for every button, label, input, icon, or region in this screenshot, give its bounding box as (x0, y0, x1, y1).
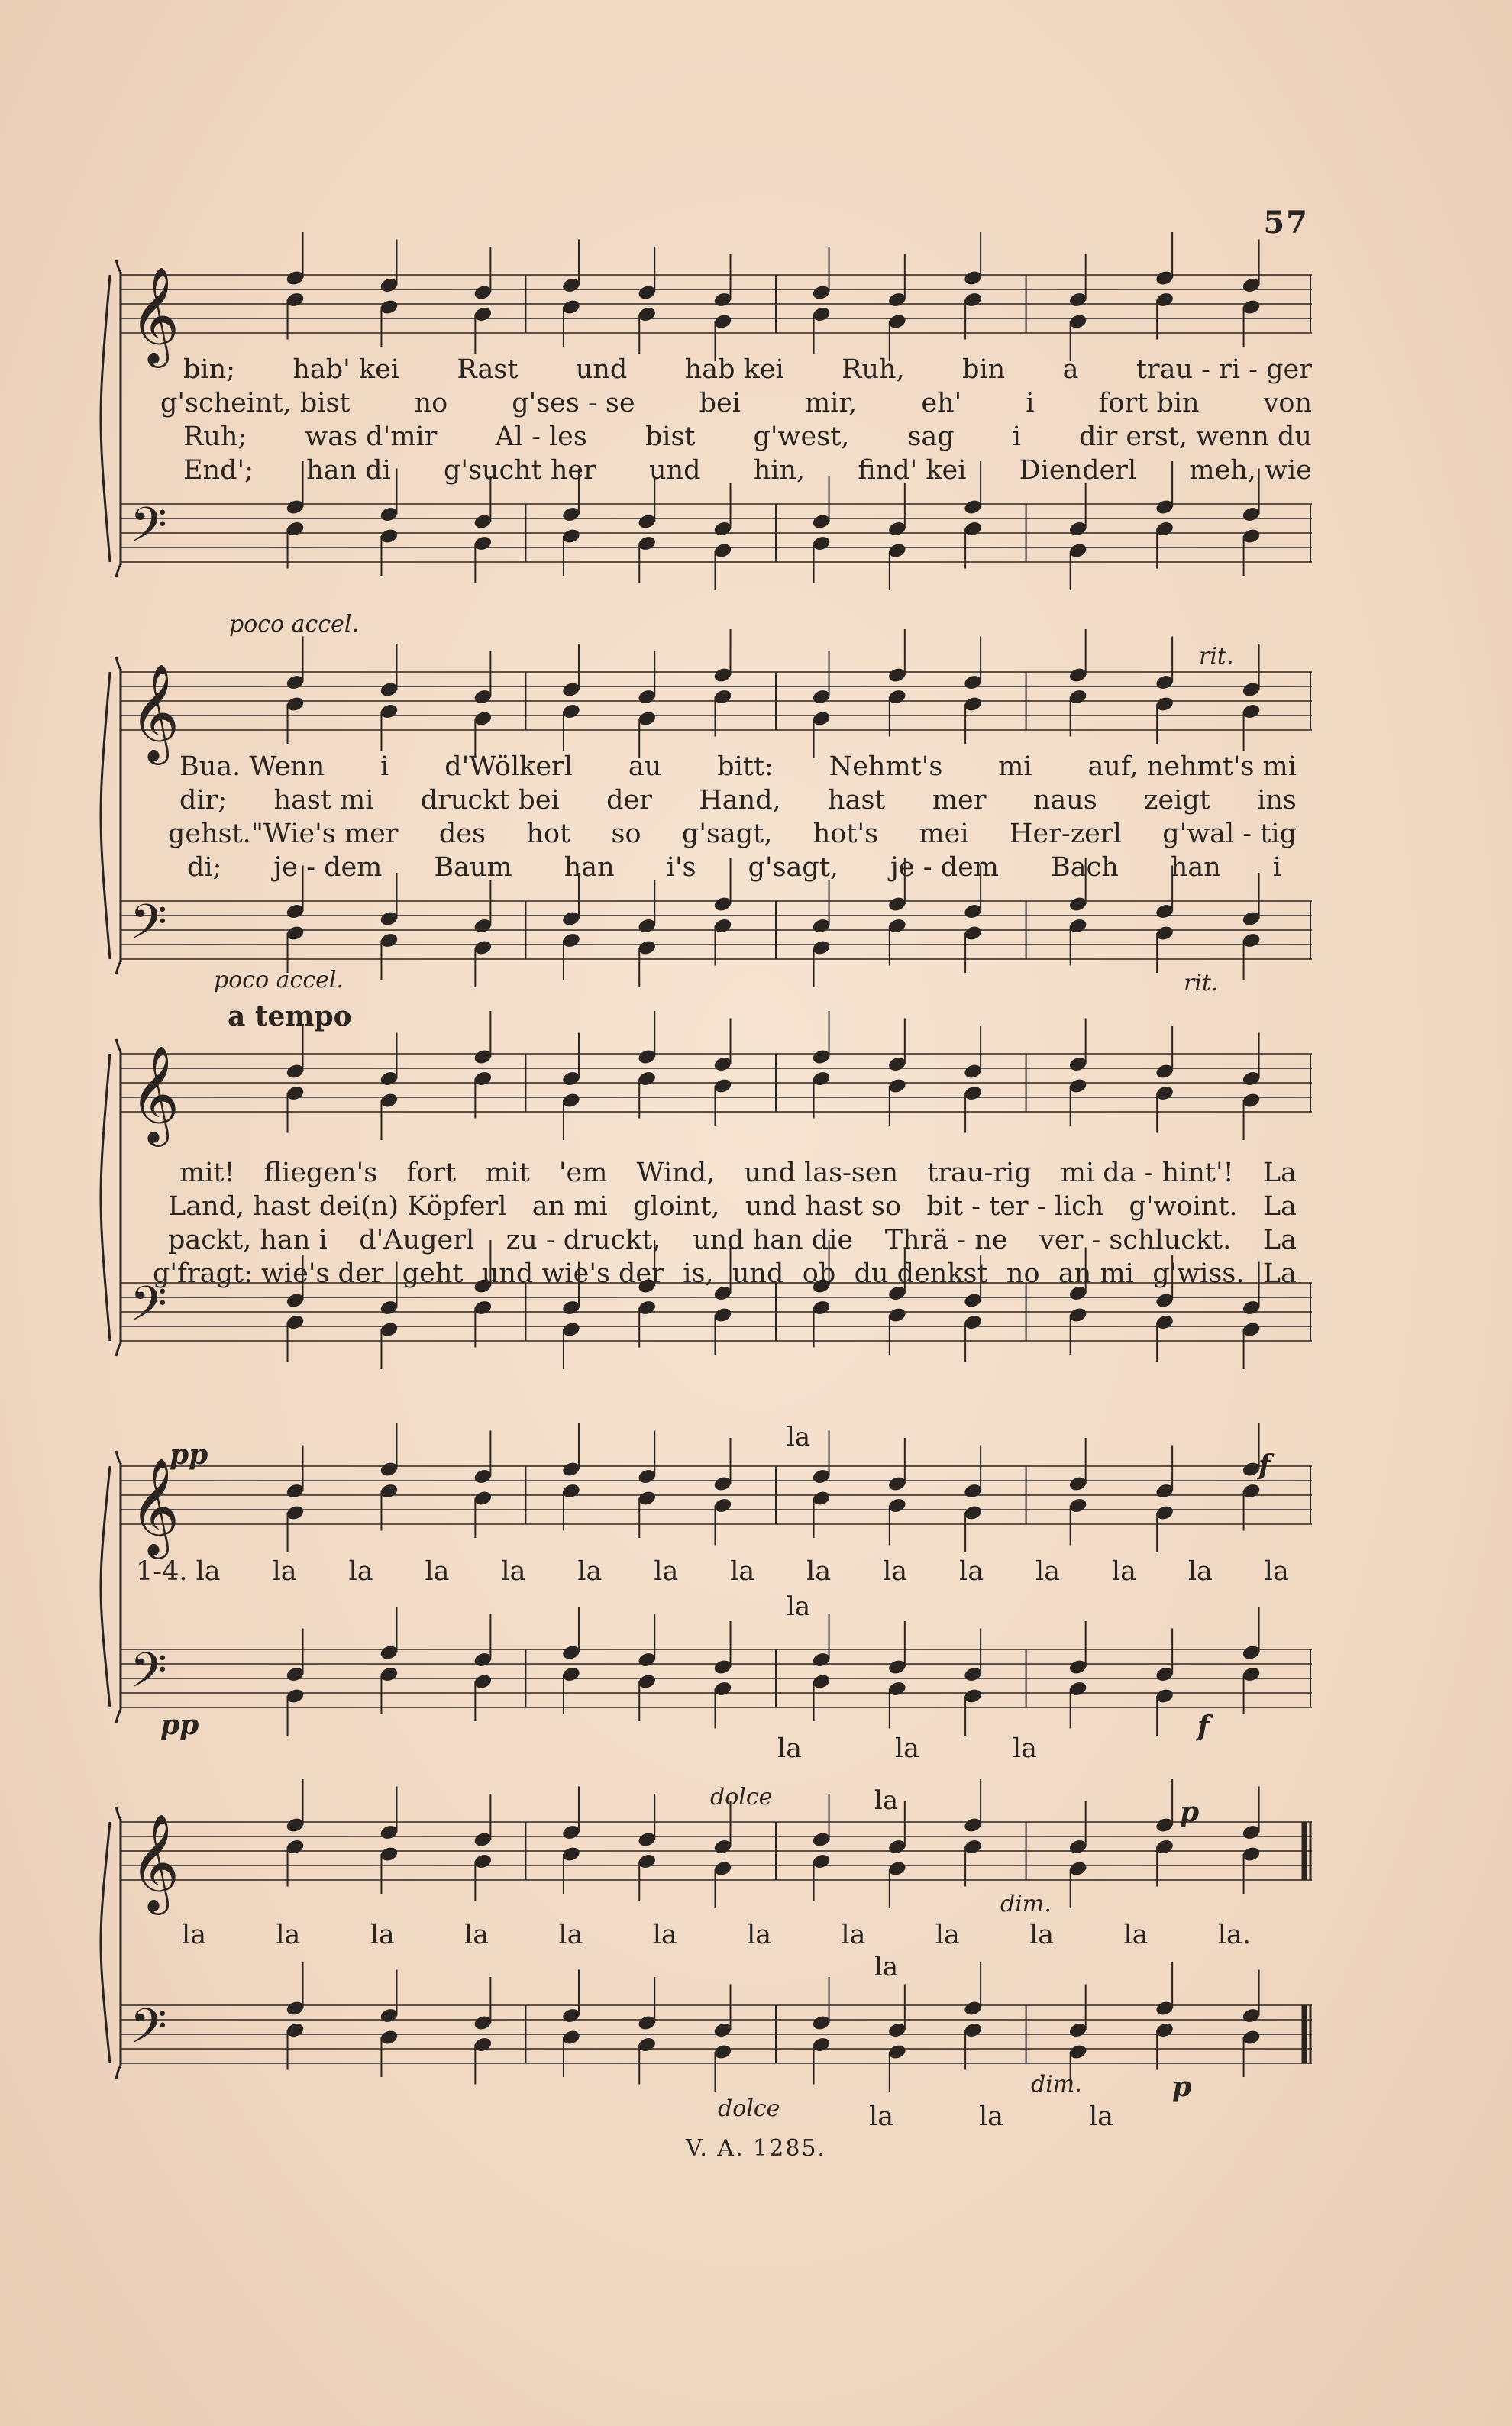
lyric-syllable: no (1006, 1258, 1040, 1289)
lyric-syllable: Al - les (495, 422, 587, 452)
lyric-syllable: a (1062, 354, 1079, 385)
lyric-syllable: bit - ter - lich (926, 1191, 1104, 1222)
lyric-syllable: la (1123, 1920, 1149, 1950)
system-brace (101, 1054, 110, 1341)
lyric-syllable: g'wiss. (1152, 1258, 1245, 1289)
lyric-syllable: dir; (179, 785, 228, 816)
lyric-verse-4 (115, 455, 1312, 486)
lyric-syllable: Rast (457, 354, 519, 385)
system-5 (115, 1769, 1312, 2135)
lyric-verse-3 (115, 1225, 1312, 1255)
lyric-syllable: g'ses - se (512, 388, 635, 418)
lyric-syllable: Land, hast dei(n) Köpferl (168, 1191, 507, 1222)
lyric-syllable: la (841, 1920, 866, 1950)
lyric-syllable: und wie's der (481, 1258, 664, 1289)
la-label-upper: la (787, 1422, 811, 1452)
lyric-syllable: trau - ri - ger (1136, 354, 1312, 385)
lyric-syllable: und (732, 1258, 784, 1289)
lyric-syllable: bitt: (717, 751, 774, 782)
lyric-syllable: Dienderl (1019, 455, 1137, 486)
lyric-syllable: sag (907, 422, 955, 452)
la-label-upper: la (874, 1785, 899, 1816)
lyric-syllable: bist (645, 422, 696, 452)
poco-accel-upper: poco accel. (229, 611, 360, 638)
lyric-syllable: 1-4. la (136, 1556, 221, 1587)
lyric-syllable: La (1262, 1258, 1297, 1289)
lyric-syllable: la (1029, 1920, 1055, 1950)
lyric-syllable: g'sagt, (681, 819, 773, 849)
lyric-syllable: au (628, 751, 662, 782)
lyric-syllable: Thrä - ne (884, 1225, 1008, 1255)
lyric-syllable: und han die (693, 1225, 854, 1255)
lyric-syllable: und (649, 455, 701, 486)
lyric-syllable: zeigt (1144, 785, 1210, 816)
lyric-syllable: Ruh; (183, 422, 247, 452)
lyric-syllable: i (1012, 422, 1021, 452)
lyric-la-upper (115, 1556, 1312, 1587)
lyric-syllable: la (1012, 1733, 1037, 1764)
lyric-verse-1 (115, 751, 1312, 782)
lyric-syllable: g'west, (753, 422, 850, 452)
lyric-syllable: La (1262, 1191, 1297, 1222)
lyric-syllable: trau-rig (927, 1158, 1032, 1188)
lyric-syllable: la (730, 1556, 755, 1587)
lyric-syllable: bin; (183, 354, 235, 385)
system-1 (115, 229, 1312, 596)
bass-clef-icon: 𝄢 (130, 496, 167, 564)
dynamic-p-lower: p (1172, 2071, 1192, 2103)
lyric-syllable: no (414, 388, 448, 418)
lyric-syllable: la (1035, 1556, 1060, 1587)
bass-clef-icon: 𝄢 (130, 893, 167, 961)
lyric-syllable: Bach (1051, 852, 1119, 883)
lyric-syllable: la (652, 1920, 677, 1950)
lyric-syllable: la. (1217, 1920, 1251, 1950)
lyric-syllable: d'Wölkerl (444, 751, 573, 782)
lyric-syllable: bei (699, 388, 741, 418)
lyric-syllable: hot (526, 819, 571, 849)
lyric-syllable: zu - druckt, (506, 1225, 661, 1255)
lyric-syllable: i (1026, 388, 1035, 418)
lyric-la-upper (115, 1920, 1312, 1950)
lyric-syllable: hast mi (273, 785, 374, 816)
lyric-syllable: gehst."Wie's mer (168, 819, 399, 849)
la-label-lower: la (787, 1591, 811, 1622)
lyric-syllable: so (611, 819, 641, 849)
lyric-syllable: mei (919, 819, 969, 849)
lyric-syllable: Hand, (699, 785, 781, 816)
lyric-syllable: fort bin (1098, 388, 1200, 418)
lyric-syllable: druckt bei (420, 785, 560, 816)
staff-lines (115, 1008, 1312, 1436)
lyric-syllable: und las-sen (744, 1158, 899, 1188)
treble-clef-icon: 𝄞 (130, 1813, 180, 1911)
lyric-syllable: was d'mir (305, 422, 438, 452)
lyric-syllable: des (438, 819, 486, 849)
rit-upper: rit. (1199, 643, 1234, 670)
lyric-syllable: di; (187, 852, 222, 883)
treble-clef-icon: 𝄞 (130, 663, 180, 761)
dolce-upper: dolce (710, 1784, 773, 1811)
lyric-syllable: d'Augerl (359, 1225, 475, 1255)
lyric-verse-4 (115, 1258, 1312, 1289)
lyric-syllable: mer (932, 785, 987, 816)
lyric-syllable: ver - schluckt. (1039, 1225, 1232, 1255)
lyric-syllable: hab' kei (292, 354, 399, 385)
lyric-syllable: naus (1032, 785, 1097, 816)
lyric-syllable: End'; (183, 455, 254, 486)
lyric-syllable: i (380, 751, 389, 782)
lyric-syllable: hast (828, 785, 886, 816)
lyric-verse-3 (115, 422, 1312, 452)
lyric-syllable: la (959, 1556, 984, 1587)
lyric-syllable: hin, (753, 455, 806, 486)
dolce-lower: dolce (718, 2095, 780, 2122)
system-brace (101, 1822, 110, 2063)
dynamic-pp-upper: pp (170, 1439, 208, 1471)
lyric-syllable: du denkst (854, 1258, 988, 1289)
lyric-syllable: la (501, 1556, 526, 1587)
lyric-syllable: i (1272, 852, 1281, 883)
lyric-verse-2 (115, 388, 1312, 418)
dynamic-pp-lower: pp (160, 1709, 199, 1741)
treble-clef-icon: 𝄞 (130, 1045, 180, 1142)
lyric-syllable: la (935, 1920, 960, 1950)
poco-accel-lower: poco accel. (214, 967, 344, 993)
lyric-verse-3 (115, 819, 1312, 849)
lyric-syllable: La (1262, 1158, 1297, 1188)
lyric-syllable: la (869, 2101, 894, 2132)
lyric-syllable: g'woint. (1129, 1191, 1238, 1222)
dim-lower: dim. (1031, 2071, 1082, 2098)
lyric-syllable: eh' (921, 388, 962, 418)
lyric-syllable: packt, han i (168, 1225, 328, 1255)
la-label-lower: la (874, 1952, 899, 1982)
lyric-syllable: la (747, 1920, 772, 1950)
lyric-syllable: la (425, 1556, 450, 1587)
lyric-syllable: i's (666, 852, 696, 883)
lyric-syllable: la (272, 1556, 297, 1587)
lyric-syllable: und (575, 354, 628, 385)
lyric-verse-4 (115, 852, 1312, 883)
page-number: 57 (1263, 205, 1309, 241)
lyric-syllable: an mi (1058, 1258, 1134, 1289)
staff-lines (115, 1769, 1312, 2135)
lyric-syllable: han (1170, 852, 1221, 883)
lyric-syllable: mit! (179, 1158, 235, 1188)
lyric-syllable: la (1088, 2101, 1113, 2132)
lyric-syllable: mi (998, 751, 1032, 782)
lyric-verse-2 (115, 1191, 1312, 1222)
lyric-syllable: mit (485, 1158, 530, 1188)
system-brace (101, 275, 110, 562)
lyric-syllable: la (1187, 1556, 1213, 1587)
lyric-syllable: han (564, 852, 615, 883)
lyric-syllable: la (978, 2101, 1004, 2132)
bass-clef-icon: 𝄢 (130, 1998, 167, 2066)
lyric-syllable: la (1111, 1556, 1136, 1587)
system-4 (115, 1420, 1312, 1764)
lyric-syllable: La (1262, 1225, 1297, 1255)
bass-clef-icon: 𝄢 (130, 1642, 167, 1710)
lyric-syllable: mir, (804, 388, 858, 418)
lyric-syllable: fort (406, 1158, 457, 1188)
system-brace (101, 672, 110, 959)
lyric-syllable: ob (802, 1258, 836, 1289)
lyric-syllable: g'sagt, (748, 852, 839, 883)
lyric-syllable: 'em (558, 1158, 608, 1188)
lyric-syllable: la (777, 1733, 803, 1764)
lyric-syllable: g'wal - tig (1162, 819, 1297, 849)
lyric-syllable: la (577, 1556, 603, 1587)
lyric-syllable: Ruh, (842, 354, 905, 385)
lyric-syllable: Nehmt's (829, 751, 943, 782)
lyric-syllable: g'scheint, bist (160, 388, 351, 418)
lyric-syllable: Baum (434, 852, 512, 883)
lyric-verse-1 (115, 354, 1312, 385)
lyric-verse-2 (115, 785, 1312, 816)
lyric-syllable: je - dem (890, 852, 999, 883)
lyric-syllable: la (464, 1920, 489, 1950)
lyric-syllable: la (806, 1556, 832, 1587)
lyric-syllable: find' kei (858, 455, 967, 486)
treble-clef-icon: 𝄞 (130, 1457, 180, 1555)
lyric-syllable: la (1264, 1556, 1289, 1587)
lyric-syllable: der (606, 785, 652, 816)
lyric-syllable: Her-zerl (1009, 819, 1122, 849)
lyric-syllable: gloint, (632, 1191, 720, 1222)
lyric-syllable: la (348, 1556, 373, 1587)
dim-upper: dim. (1000, 1891, 1052, 1917)
lyric-syllable: g'fragt: wie's der (153, 1258, 384, 1289)
lyric-syllable: von (1263, 388, 1312, 418)
lyric-syllable: is, (683, 1258, 714, 1289)
lyric-syllable: dir erst, wenn du (1078, 422, 1312, 452)
lyric-syllable: han di (306, 455, 391, 486)
lyric-syllable: Bua. Wenn (179, 751, 325, 782)
system-brace (101, 1466, 110, 1707)
system-2 (115, 611, 1312, 1008)
lyric-syllable: la (654, 1556, 679, 1587)
lyric-syllable: la (883, 1556, 908, 1587)
lyric-la-lower (869, 2101, 1113, 2132)
lyric-la-lower (777, 1733, 1037, 1764)
dynamic-p-upper: p (1180, 1796, 1200, 1828)
lyric-syllable: hab kei (684, 354, 784, 385)
lyric-syllable: je - dem (273, 852, 383, 883)
dynamic-f-upper: f (1258, 1449, 1271, 1481)
lyric-syllable: geht (402, 1258, 464, 1289)
treble-clef-icon: 𝄞 (130, 266, 180, 363)
lyric-syllable: auf, nehmt's mi (1087, 751, 1297, 782)
lyric-verse-1 (115, 1158, 1312, 1188)
lyric-syllable: bin (962, 354, 1006, 385)
dynamic-f-lower: f (1197, 1710, 1210, 1743)
lyric-syllable: Wind, (636, 1158, 716, 1188)
lyric-syllable: meh, wie (1189, 455, 1312, 486)
lyric-syllable: la (370, 1920, 395, 1950)
rit-lower: rit. (1184, 970, 1219, 997)
bass-clef-icon: 𝄢 (130, 1275, 167, 1343)
staff-lines (115, 1420, 1312, 1756)
lyric-syllable: an mi (531, 1191, 608, 1222)
lyric-syllable: mi da - hint'! (1060, 1158, 1234, 1188)
lyric-syllable: la (276, 1920, 301, 1950)
system-3 (115, 1000, 1312, 1436)
lyric-syllable: la (894, 1733, 920, 1764)
lyric-syllable: la (558, 1920, 583, 1950)
lyric-syllable: hot's (813, 819, 879, 849)
lyric-syllable: und hast so (745, 1191, 902, 1222)
lyric-syllable: ins (1257, 785, 1297, 816)
a-tempo: a tempo (228, 1000, 352, 1032)
plate-number: V. A. 1285. (685, 2135, 827, 2162)
lyric-syllable: g'sucht her (443, 455, 596, 486)
lyric-syllable: fliegen's (263, 1158, 378, 1188)
lyric-syllable: la (182, 1920, 207, 1950)
